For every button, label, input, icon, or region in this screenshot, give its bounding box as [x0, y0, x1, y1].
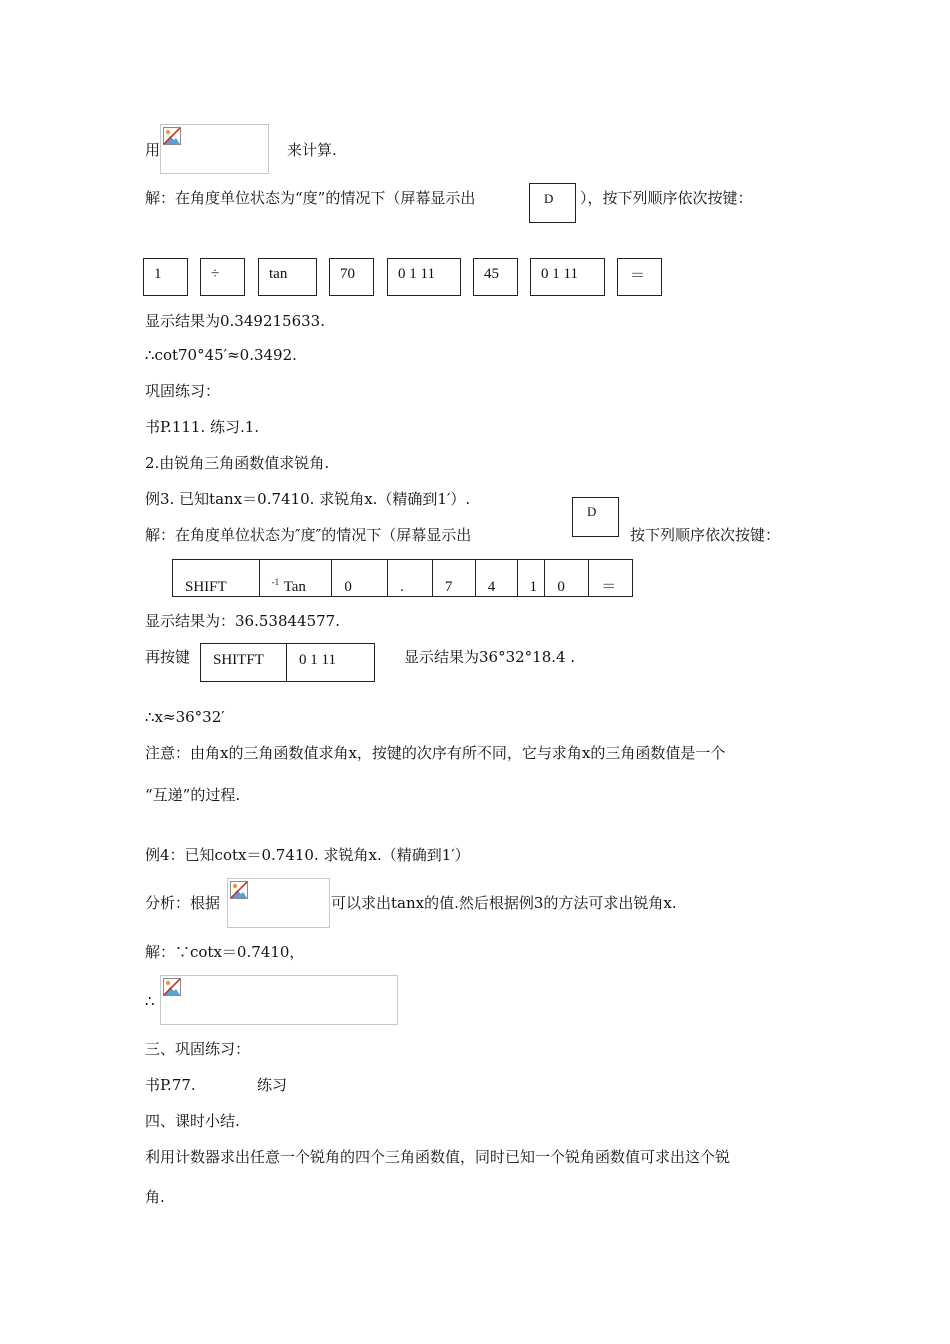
key-label: 1 — [154, 266, 162, 282]
key-label: 0 — [557, 579, 565, 595]
key-1b — [518, 560, 546, 596]
key-tan — [258, 258, 317, 296]
key-label: 45 — [484, 266, 499, 282]
key-label-sup: -1 — [271, 577, 280, 587]
formula-image-3 — [160, 975, 398, 1025]
key-equals — [617, 258, 662, 296]
therefore-3: ∴ — [145, 992, 155, 1010]
solution-keys-instruction-2: 按下列顺序依次按键： — [630, 526, 781, 544]
key-45 — [473, 258, 518, 296]
mode-indicator-label-2: D — [587, 504, 597, 519]
key-sequence-2 — [172, 559, 633, 597]
analysis-intro: 分析：根据 — [145, 894, 221, 912]
summary-line-2: 角. — [145, 1188, 165, 1206]
note-line-2: “互递”的过程. — [145, 786, 241, 804]
key-0b — [545, 560, 589, 596]
result-1: 显示结果为0.349215633. — [145, 312, 325, 330]
book-ref-2-label: 练习 — [257, 1076, 288, 1094]
text-to-calc: 来计算. — [287, 141, 337, 159]
solution-intro: 解：在角度单位状态为“度”的情况下（屏幕显示出 — [145, 189, 476, 207]
broken-image-icon — [163, 127, 181, 145]
key-label: 1 — [529, 579, 537, 595]
key-label: ＝ — [630, 268, 646, 284]
key-label: SHIFT — [185, 579, 227, 595]
key-dms-3 — [287, 644, 374, 681]
key-label: tan — [269, 266, 288, 282]
key-dot — [388, 560, 433, 596]
key-label: 0 1 11 — [398, 266, 435, 282]
note-line-1: 注意：由角x的三角函数值求角x，按键的次序有所不同，它与求角x的三角函数值是一个 — [145, 744, 726, 762]
key-divide — [200, 258, 245, 296]
solution-line-1 — [145, 188, 475, 208]
result-3: 显示结果为36°32°18.4 . — [404, 648, 576, 666]
key-shift-2 — [201, 644, 287, 681]
section-3-heading: 三、巩固练习： — [145, 1040, 251, 1058]
solution-line-3: 解：在角度单位状态为″度″的情况下（屏幕显示出 — [145, 526, 472, 544]
broken-image-icon — [230, 881, 248, 899]
key-label: 7 — [444, 579, 453, 595]
key-equals-2 — [589, 560, 632, 596]
therefore-1: ∴cot70°45′≈0.3492. — [145, 346, 297, 364]
therefore-2: ∴x≈36°32′ — [145, 708, 225, 726]
section-4-heading: 四、课时小结. — [145, 1112, 240, 1130]
result-2: 显示结果为：36.53844577. — [145, 612, 340, 630]
key-label: 0 1 11 — [299, 652, 336, 668]
key-label: ÷ — [211, 266, 220, 282]
broken-image-icon — [163, 978, 181, 996]
key-1 — [143, 258, 188, 296]
formula-image — [160, 124, 269, 174]
key-label — [271, 577, 306, 596]
analysis-rest: 可以求出tanx的值.然后根据例3的方法可求出锐角x. — [331, 894, 677, 912]
key-4 — [476, 560, 518, 596]
mode-indicator-label: D — [544, 191, 554, 206]
line-use — [145, 140, 160, 160]
key-shift — [173, 560, 260, 596]
key-0 — [332, 560, 388, 596]
example-4: 例4：已知cotx＝0.7410. 求锐角x.（精确到1′） — [145, 846, 470, 864]
key-label: 4 — [487, 579, 496, 595]
book-ref-2 — [145, 1075, 196, 1095]
solution-keys-instruction: ），按下列顺序依次按键： — [580, 189, 753, 207]
key-label: . — [400, 579, 404, 595]
key-dms-1 — [387, 258, 461, 296]
book-ref-1: 书P.111. 练习.1. — [145, 418, 260, 436]
book-ref-2-page: 书P.77. — [145, 1076, 196, 1094]
key-label-main: Tan — [283, 579, 306, 595]
practice-heading-1: 巩固练习： — [145, 382, 221, 400]
key-label: ＝ — [601, 579, 617, 595]
solution-4: 解：∵cotx＝0.7410， — [145, 943, 305, 961]
key-70 — [329, 258, 374, 296]
key-dms-2 — [530, 258, 605, 296]
key-sequence-3 — [200, 643, 375, 682]
formula-image-2 — [227, 878, 330, 928]
key-label: 0 — [344, 579, 352, 595]
mode-indicator-box — [529, 183, 576, 223]
section-2-heading: 2.由锐角三角函数值求锐角. — [145, 454, 330, 472]
key-label: SHITFT — [213, 652, 264, 668]
key-label: 0 1 11 — [541, 266, 578, 282]
mode-indicator-box-2 — [572, 497, 619, 537]
key-7 — [433, 560, 476, 596]
key-label: 70 — [340, 266, 355, 282]
text-use: 用 — [145, 141, 161, 159]
summary-line-1: 利用计数器求出任意一个锐角的四个三角函数值，同时已知一个锐角函数值可求出这个锐 — [145, 1148, 731, 1166]
press-again-label: 再按键 — [145, 648, 191, 666]
key-tan-inverse — [260, 560, 333, 596]
example-3: 例3. 已知tanx＝0.7410. 求锐角x.（精确到1′）. — [145, 490, 471, 508]
